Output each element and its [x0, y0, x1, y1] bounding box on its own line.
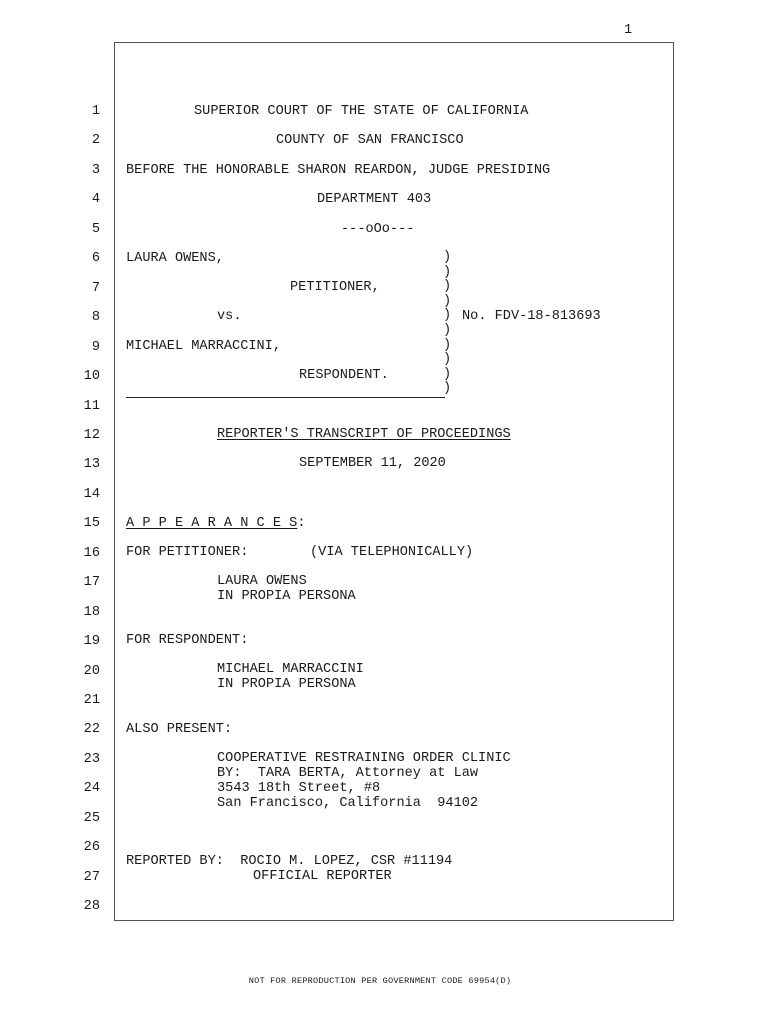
petitioner-label: FOR PETITIONER:	[126, 545, 249, 560]
line-number: 25	[83, 811, 100, 826]
also-present-label: ALSO PRESENT:	[126, 722, 233, 737]
appearances-heading	[126, 516, 305, 531]
petitioner-appearance-name: LAURA OWENS	[217, 574, 307, 589]
clinic-street: 3543 18th Street, #8	[217, 781, 381, 796]
line-number: 23	[83, 752, 100, 767]
line-number: 3	[91, 163, 100, 178]
caption-rule	[126, 397, 445, 398]
court-name: SUPERIOR COURT OF THE STATE OF CALIFORNIA	[194, 104, 529, 119]
petitioner-role: PETITIONER,	[290, 280, 380, 295]
line-number: 17	[83, 575, 100, 590]
caption-paren-column: ) ) ) ) ) ) ) ) ) )	[443, 250, 452, 397]
clinic-name: COOPERATIVE RESTRAINING ORDER CLINIC	[217, 751, 511, 766]
page-number: 1	[624, 23, 633, 38]
county-name: COUNTY OF SAN FRANCISCO	[276, 133, 464, 148]
respondent-name: MICHAEL MARRACCINI,	[126, 339, 281, 354]
case-number: No. FDV-18-813693	[462, 309, 601, 324]
line-number: 10	[83, 369, 100, 384]
respondent-appearance-name: MICHAEL MARRACCINI	[217, 662, 364, 677]
appearances-heading-text: A P P E A R A N C E S	[126, 516, 298, 531]
line-number: 12	[83, 428, 100, 443]
respondent-label: FOR RESPONDENT:	[126, 633, 249, 648]
line-number: 8	[91, 310, 100, 325]
line-number: 4	[91, 192, 100, 207]
separator: ---oOo---	[341, 222, 415, 237]
line-number: 9	[91, 340, 100, 355]
line-number: 2	[91, 133, 100, 148]
line-number: 27	[83, 870, 100, 885]
line-number: 22	[83, 722, 100, 737]
petitioner-note: (VIA TELEPHONICALLY)	[310, 545, 474, 560]
line-number: 11	[83, 399, 100, 414]
appearances-heading-colon: :	[297, 516, 306, 531]
line-number: 16	[83, 546, 100, 561]
clinic-city: San Francisco, California 94102	[217, 796, 479, 811]
line-number: 21	[83, 693, 100, 708]
respondent-role: RESPONDENT.	[299, 368, 389, 383]
line-number: 14	[83, 487, 100, 502]
line-number: 18	[83, 605, 100, 620]
line-number: 19	[83, 634, 100, 649]
line-number: 28	[83, 899, 100, 914]
line-number: 6	[91, 251, 100, 266]
transcript-date: SEPTEMBER 11, 2020	[299, 456, 446, 471]
line-number: 24	[83, 781, 100, 796]
judge-line: BEFORE THE HONORABLE SHARON REARDON, JUDGE PRESIDING	[126, 163, 551, 178]
clinic-attorney: BY: TARA BERTA, Attorney at Law	[217, 766, 479, 781]
reported-by: REPORTED BY: ROCIO M. LOPEZ, CSR #11194	[126, 854, 453, 869]
reproduction-notice: NOT FOR REPRODUCTION PER GOVERNMENT CODE 69954(D)	[248, 976, 512, 986]
line-number: 5	[91, 222, 100, 237]
transcript-title: REPORTER'S TRANSCRIPT OF PROCEEDINGS	[217, 427, 511, 442]
line-number: 13	[83, 457, 100, 472]
department: DEPARTMENT 403	[317, 192, 432, 207]
petitioner-name: LAURA OWENS,	[126, 251, 224, 266]
petitioner-appearance-status: IN PROPIA PERSONA	[217, 589, 356, 604]
line-number: 20	[83, 664, 100, 679]
line-number: 7	[91, 281, 100, 296]
line-number: 15	[83, 516, 100, 531]
respondent-appearance-status: IN PROPIA PERSONA	[217, 677, 356, 692]
reporter-title: OFFICIAL REPORTER	[253, 869, 392, 884]
line-number: 26	[83, 840, 100, 855]
versus: vs.	[217, 309, 242, 324]
line-number: 1	[91, 104, 100, 119]
